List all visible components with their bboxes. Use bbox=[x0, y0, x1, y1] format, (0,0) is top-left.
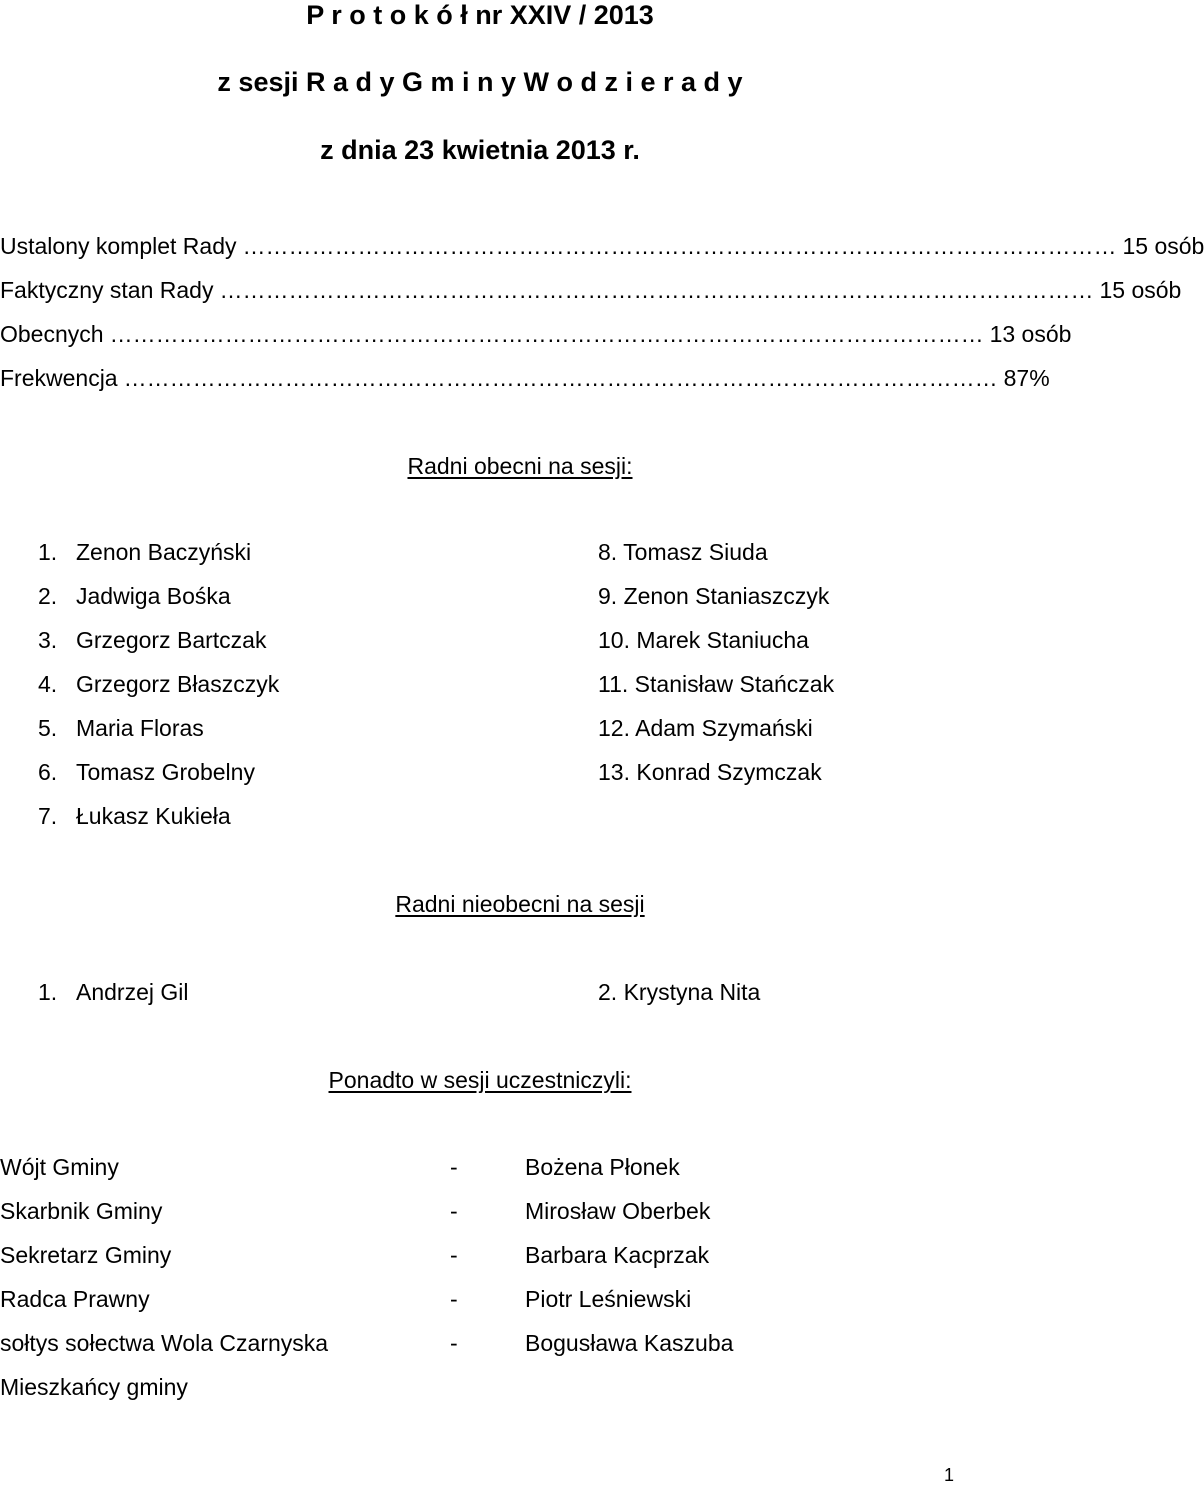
stat-row-frekwencja bbox=[0, 364, 1050, 392]
stat-row-obecnych bbox=[0, 320, 1072, 348]
dot-leader: …………………………………………………………………………………………………… bbox=[219, 277, 1094, 303]
stat-row-komplet bbox=[0, 232, 1204, 260]
stat-value: 15 osób bbox=[1099, 277, 1182, 303]
stat-value: 13 osób bbox=[989, 321, 1072, 347]
participant-name: Bogusława Kaszuba bbox=[525, 1330, 734, 1356]
dot-leader: …………………………………………………………………………………………………… bbox=[242, 233, 1117, 259]
participant-dash: - bbox=[450, 1198, 458, 1224]
participant-role: Skarbnik Gminy bbox=[0, 1198, 163, 1224]
stat-value: 15 osób bbox=[1122, 233, 1204, 259]
session-title: z sesji R a d y G m i n y W o d z i e r a d y bbox=[217, 67, 743, 97]
list-item: 1. Andrzej Gil bbox=[38, 979, 189, 1005]
list-item: 7. Łukasz Kukieła bbox=[38, 803, 231, 829]
protocol-title: P r o t o k ó ł nr XXIV / 2013 bbox=[306, 0, 654, 30]
list-item: 2. Krystyna Nita bbox=[598, 979, 761, 1005]
dot-leader: …………………………………………………………………………………………………… bbox=[123, 365, 998, 391]
list-item: 11. Stanisław Stańczak bbox=[598, 671, 835, 697]
participant-name: Bożena Płonek bbox=[525, 1154, 680, 1180]
list-item: 12. Adam Szymański bbox=[598, 715, 813, 741]
list-item: 13. Konrad Szymczak bbox=[598, 759, 822, 785]
stat-label: Obecnych bbox=[0, 321, 104, 347]
participant-role: Wójt Gminy bbox=[0, 1154, 119, 1180]
stat-label: Ustalony komplet Rady bbox=[0, 233, 237, 259]
participant-role: Mieszkańcy gminy bbox=[0, 1374, 188, 1400]
absent-heading: Radni nieobecni na sesji bbox=[395, 891, 645, 917]
participant-dash: - bbox=[450, 1154, 458, 1180]
participants-heading: Ponadto w sesji uczestniczyli: bbox=[328, 1067, 632, 1093]
participant-role: Radca Prawny bbox=[0, 1286, 150, 1312]
session-date: z dnia 23 kwietnia 2013 r. bbox=[320, 135, 640, 165]
list-item: 10. Marek Staniucha bbox=[598, 627, 809, 653]
participant-name: Piotr Leśniewski bbox=[525, 1286, 692, 1312]
participant-name: Mirosław Oberbek bbox=[525, 1198, 711, 1224]
list-item: 3. Grzegorz Bartczak bbox=[38, 627, 267, 653]
list-item: 2. Jadwiga Bośka bbox=[38, 583, 231, 609]
participant-role: sołtys sołectwa Wola Czarnyska bbox=[0, 1330, 329, 1356]
participant-name: Barbara Kacprzak bbox=[525, 1242, 710, 1268]
list-item: 9. Zenon Staniaszczyk bbox=[598, 583, 830, 609]
stat-value: 87% bbox=[1003, 365, 1050, 391]
list-item: 6. Tomasz Grobelny bbox=[38, 759, 255, 785]
page-number: 1 bbox=[944, 1465, 955, 1485]
participant-dash: - bbox=[450, 1242, 458, 1268]
list-item: 5. Maria Floras bbox=[38, 715, 204, 741]
list-item: 8. Tomasz Siuda bbox=[598, 539, 768, 565]
dot-leader: …………………………………………………………………………………………………… bbox=[109, 321, 984, 347]
participant-dash: - bbox=[450, 1330, 458, 1356]
participant-dash: - bbox=[450, 1286, 458, 1312]
participant-role: Sekretarz Gminy bbox=[0, 1242, 172, 1268]
stat-row-stan bbox=[0, 276, 1182, 304]
stat-label: Frekwencja bbox=[0, 365, 118, 391]
present-heading: Radni obecni na sesji: bbox=[407, 453, 633, 479]
stat-label: Faktyczny stan Rady bbox=[0, 277, 214, 303]
list-item: 1. Zenon Baczyński bbox=[38, 539, 252, 565]
list-item: 4. Grzegorz Błaszczyk bbox=[38, 671, 280, 697]
